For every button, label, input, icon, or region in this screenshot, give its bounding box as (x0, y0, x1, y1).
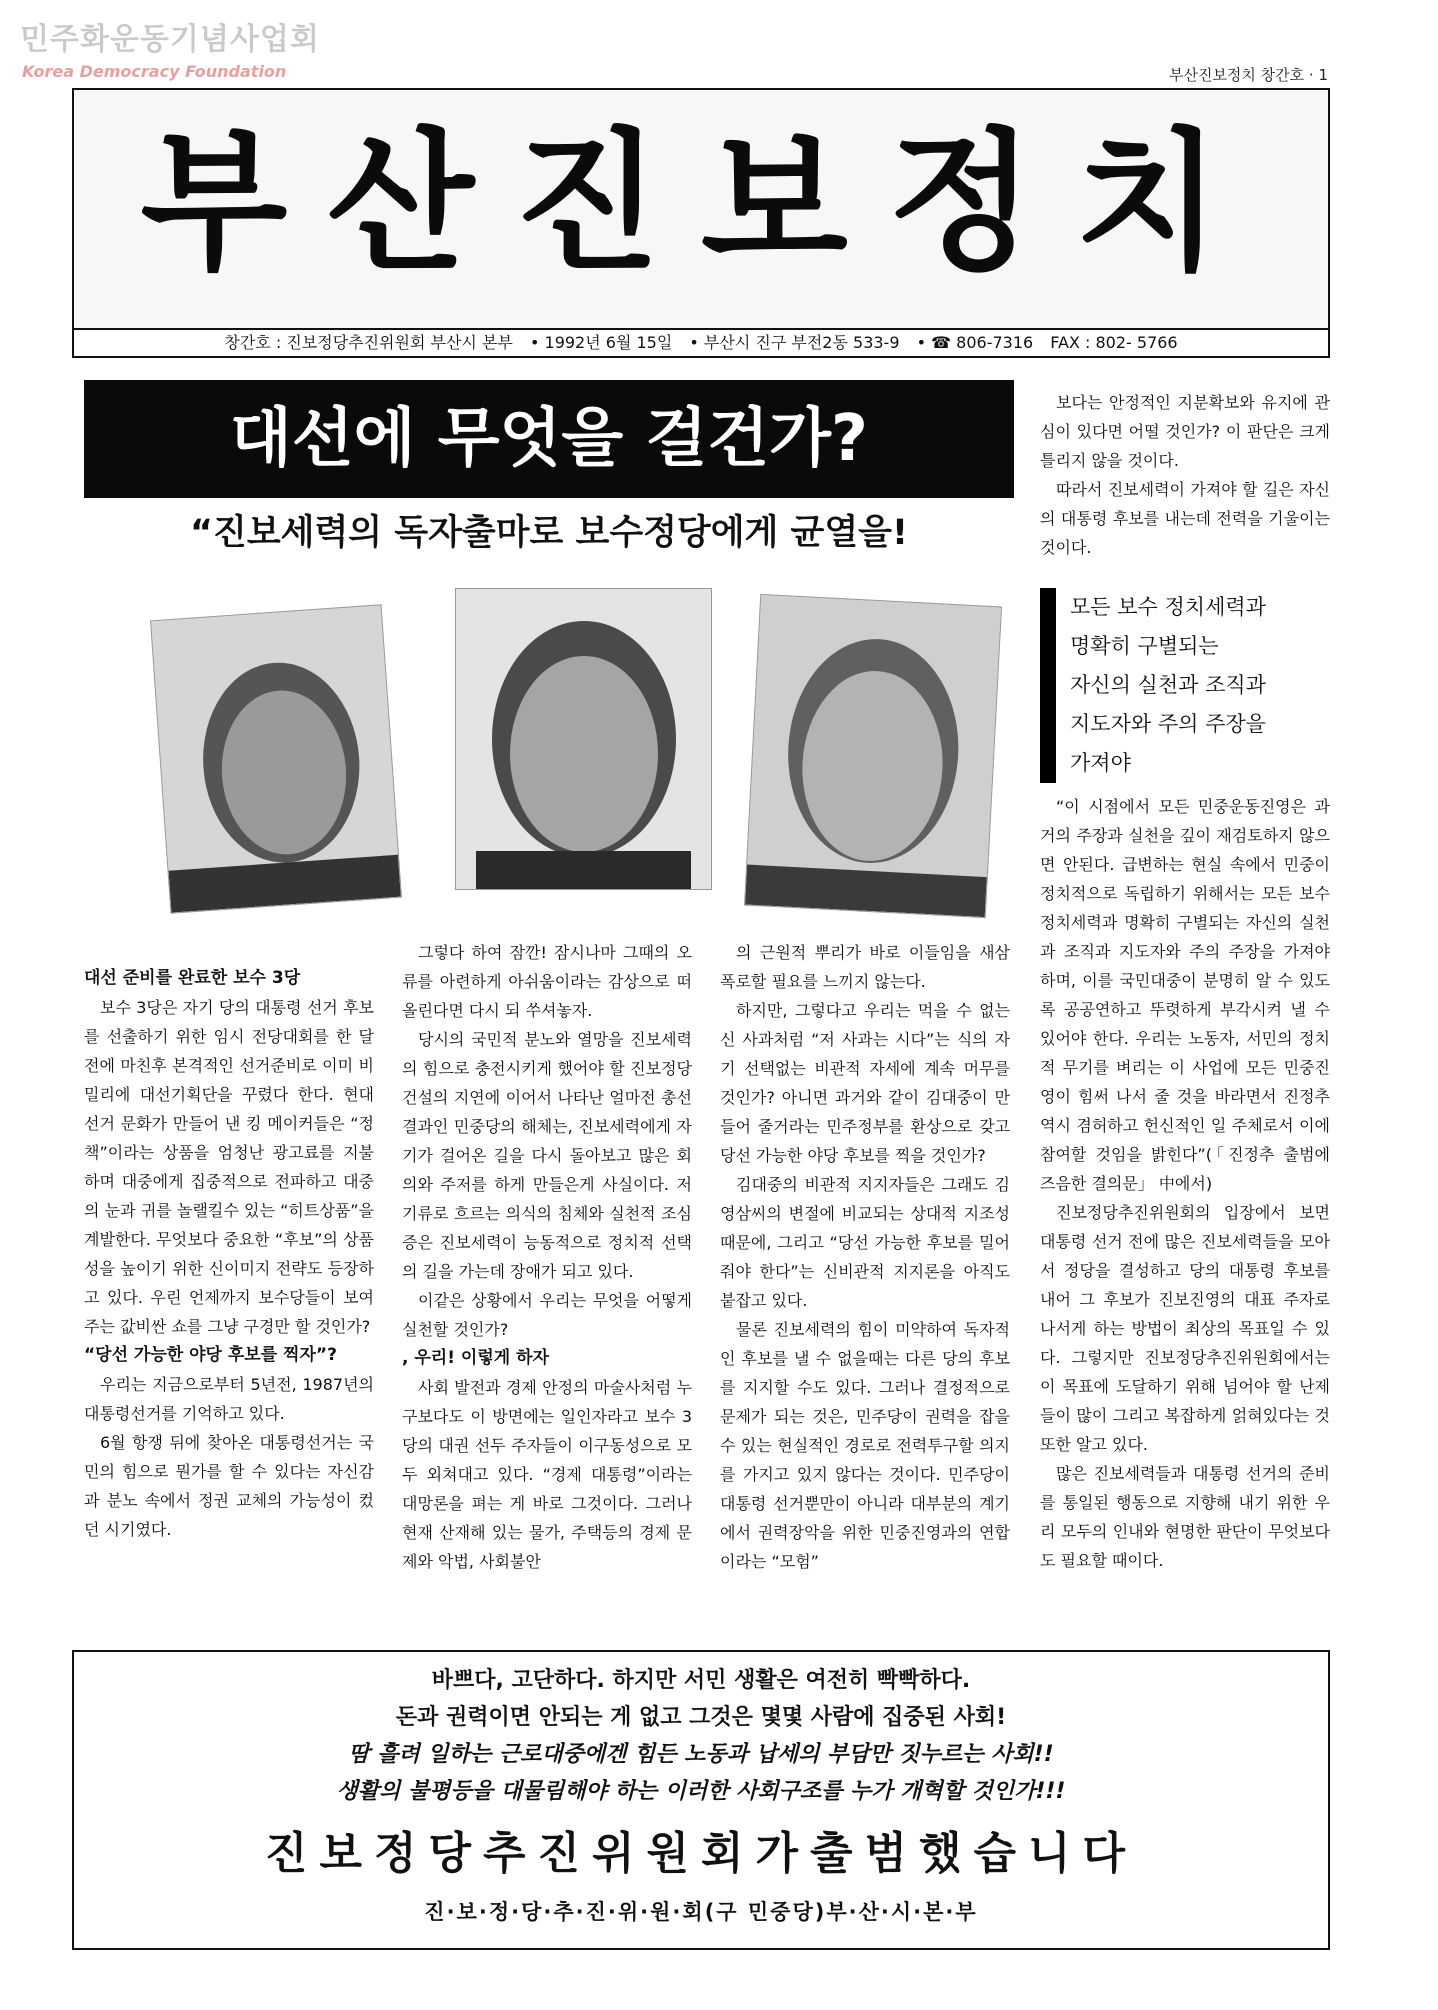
box-line-3: 땀 흘려 일하는 근로대중에겐 힘든 노동과 납세의 부담만 짓누르는 사회!! (348, 1742, 1054, 1767)
info-phone: • ☎ 806-7316 (916, 333, 1034, 352)
photo-portrait-1 (150, 604, 402, 913)
watermark-english: Korea Democracy Foundation (22, 62, 287, 81)
pull-quote-line: 가져야 (1070, 751, 1131, 775)
column-3-paragraph: 의 근원적 뿌리가 바로 이들임을 새삼 폭로할 필요를 느끼지 않는다. (720, 943, 1010, 991)
pull-quote-line: 자신의 실천과 조직과 (1070, 673, 1266, 697)
column-4-paragraph: 진보정당추진위원회의 입장에서 보면 대통령 선거 전에 많은 진보세력들을 모아서 정당을 결성하고 당의 대통령 후보를 내어 그 후보가 진보진영의 대표 주자로 나서게 하는 방법이 최상의 목표일 수 있다. 그렇지만 진보정당추진위원회에서는 이 목표에 도달하기 위해 넘어야 할 난제들이 많이 그리고 복잡하게 얽혀있다는 것 또한 알고 있다. (1040, 1203, 1330, 1454)
column-2-paragraph: 사회 발전과 경제 안정의 마술사처럼 누구보다도 이 방면에는 일인자라고 보수 3당의 대권 선두 주자들이 이구동성으로 모두 외쳐대고 있다. “경제 대통령”이라는 대망론을 펴는 게 바로 그것이다. 그러나 현재 산재해 있는 물가, 주택등의 경제 문제와 악법, 사회불안 (402, 1378, 692, 1571)
masthead (72, 88, 1330, 328)
portrait-2-image (456, 589, 711, 889)
info-fax: FAX : 802- 5766 (1050, 333, 1178, 352)
column-2 (402, 938, 692, 1576)
pull-quote-line: 명확히 구별되는 (1070, 634, 1219, 658)
column-1-paragraph: 6월 항쟁 뒤에 찾아온 대통령선거는 국민의 힘으로 뭔가를 할 수 있다는 자신감과 분노 속에서 정권 교체의 가능성이 컸던 시기였다. (84, 1433, 374, 1539)
portrait-1-image (151, 605, 401, 912)
info-founding: 창간호 : 진보정당추진위원회 부산시 본부 (224, 333, 513, 352)
pull-quote-line: 지도자와 주의 주장을 (1070, 712, 1266, 736)
column-3-paragraph: 물론 진보세력의 힘이 미약하여 독자적인 후보를 낼 수 없을때는 다른 당의 후보를 지지할 수도 있다. 그러나 결정적으로 문제가 되는 것은, 민주당이 권력을 잡을 수 있는 현실적인 경로로 전력투구할 의지를 가지고 있지 않다는 것이다. 민주당이 대통령 선거뿐만이 아니라 대부분의 계기에서 권력장악을 위한 민중진영과의 연합이라는 “모험” (720, 1320, 1010, 1571)
column-4-paragraph: 많은 진보세력들과 대통령 선거의 준비를 통일된 행동으로 지향해 내기 위한 우리 모두의 인내와 현명한 판단이 무엇보다도 필요할 때이다. (1040, 1464, 1330, 1570)
column-3-paragraph: 김대중의 비관적 지지자들은 그래도 김영삼씨의 변절에 비교되는 상대적 지조성 때문에, 그리고 “당선 가능한 후보를 밀어줘야 한다”는 신비관적 지지론을 아직도 붙잡고 있다. (720, 1175, 1010, 1310)
info-date: • 1992년 6월 15일 (529, 333, 673, 352)
column-4-top (1040, 388, 1330, 562)
column-2-paragraph: 이같은 상황에서 우리는 무엇을 어떻게 실천할 것인가? (402, 1291, 692, 1339)
column-2-paragraph: 그렇다 하여 잠깐! 잠시나마 그때의 오류를 아련하게 아쉬움이라는 감상으로 떠올린다면 다시 되 쑤셔놓자. (402, 943, 692, 1020)
photo-portrait-3 (744, 594, 1002, 918)
pull-quote-line: 모든 보수 정치세력과 (1070, 595, 1266, 619)
column-4-bottom (1040, 792, 1330, 1575)
info-address: • 부산시 진구 부전2동 533-9 (689, 333, 900, 352)
box-line-2: 돈과 권력이면 안되는 게 없고 그것은 몇몇 사람에 집중된 사회! (395, 1705, 1007, 1730)
box-line-4: 생활의 불평등을 대물림해야 하는 이러한 사회구조를 누가 개혁할 것인가!!! (336, 1779, 1066, 1804)
portrait-3-image (745, 595, 1001, 917)
pull-quote (1040, 588, 1330, 783)
column-1 (84, 964, 374, 1544)
column-1-heading: 대선 준비를 완료한 보수 3당 (84, 968, 301, 988)
info-bar (72, 328, 1330, 358)
column-3 (720, 938, 1010, 1576)
headline: 대선에 무엇을 걸건가? (84, 380, 1014, 498)
column-2-paragraph: 당시의 국민적 분노와 열망을 진보세력의 힘으로 충전시키게 했어야 할 진보정당 건설의 지연에 이어서 나타난 얼마전 총선 결과인 민중당의 해체는, 진보세력에게 자기가 걸어온 길을 다시 돌아보고 많은 회의와 주저를 하게 만들은게 사실이다. 저기류로 흐르는 의식의 침체와 실천적 조심증은 진보세력이 능동적으로 정치적 선택의 길을 가는데 장애가 되고 있다. (402, 1030, 692, 1281)
column-4-paragraph: 보다는 안정적인 지분확보와 유지에 관심이 있다면 어떨 것인가? 이 판단은 크게 틀리지 않을 것이다. (1040, 393, 1330, 470)
photo-portrait-2 (455, 588, 712, 890)
column-4-paragraph: “이 시점에서 모든 민중운동진영은 과거의 주장과 실천을 깊이 재검토하지 않으면 안된다. 급변하는 현실 속에서 민중이 정치적으로 독립하기 위해서는 모든 보수 정치세력과 명확히 구별되는 자신의 실천과 조직과 지도자와 주의 주장을 가져야 하며, 이를 국민대중이 분명히 알 수 있도록 공공연하고 뚜렷하게 부각시켜 낼 수 있어야 한다. 우리는 노동자, 서민의 정치적 무기를 벼리는 이 사업에 모든 민중진영이 힘써 나서 줄 것을 바라면서 진정추 역시 겸허하고 헌신적인 일 주체로서 이에 참여할 것임을 밝힌다”(「진정추 출범에 즈음한 결의문」 中에서) (1040, 797, 1330, 1193)
subheadline: “진보세력의 독자출마로 보수정당에게 균열을! (190, 513, 908, 553)
column-1-heading-2: “당선 가능한 야당 후보를 찍자”? (84, 1345, 337, 1365)
column-1-paragraph: 보수 3당은 자기 당의 대통령 선거 후보를 선출하기 위한 임시 전당대회를 한 달전에 마친후 본격적인 선거준비로 이미 비밀리에 대선기획단을 꾸렸다 한다. 현대 선거 문화가 만들어 낸 킹 메이커들은 “정책”이라는 상품을 엄청난 광고료를 지불하며 대중에게 집중적으로 전파하고 대중의 눈과 귀를 놀랠킬수 있는 “히트상품”을 계발한다. 무엇보다 중요한 “후보”의 상품성을 높이기 위한 신이미지 전략도 등장하고 있다. 우린 언제까지 보수당들이 보여주는 값비싼 쇼를 그냥 구경만 할 것인가? (84, 998, 374, 1336)
issue-label: 부산진보정치 창간호 · 1 (1168, 66, 1328, 84)
column-2-heading: , 우리! 이렇게 하자 (402, 1348, 549, 1368)
column-4-paragraph: 따라서 진보세력이 가져야 할 길은 자신의 대통령 후보를 내는데 전력을 기울이는 것이다. (1040, 480, 1330, 557)
announcement-title: 진보정당추진위원회가출범했습니다 (264, 1828, 1138, 1879)
box-line-1: 바쁘다, 고단하다. 하지만 서민 생활은 여전히 빡빡하다. (431, 1668, 971, 1693)
watermark-korean: 민주화운동기념사업회 (20, 22, 320, 57)
column-3-paragraph: 하지만, 그렇다고 우리는 먹을 수 없는 신 사과처럼 “저 사과는 시다”는 식의 자기 선택없는 비관적 자세에 계속 머무를 것인가? 아니면 과거와 같이 김대중이 만들어 줄거라는 민주정부를 환상으로 갖고 당선 가능한 야당 후보를 찍을 것인가? (720, 1001, 1010, 1165)
organization-name: 진·보·정·당·추·진·위·원·회(구 민중당)부·산·시·본·부 (424, 1900, 978, 1924)
announcement-box (72, 1650, 1330, 1950)
column-1-paragraph: 우리는 지금으로부터 5년전, 1987년의 대통령선거를 기억하고 있다. (84, 1375, 374, 1423)
masthead-title: 부산진보정치 (140, 114, 1262, 291)
